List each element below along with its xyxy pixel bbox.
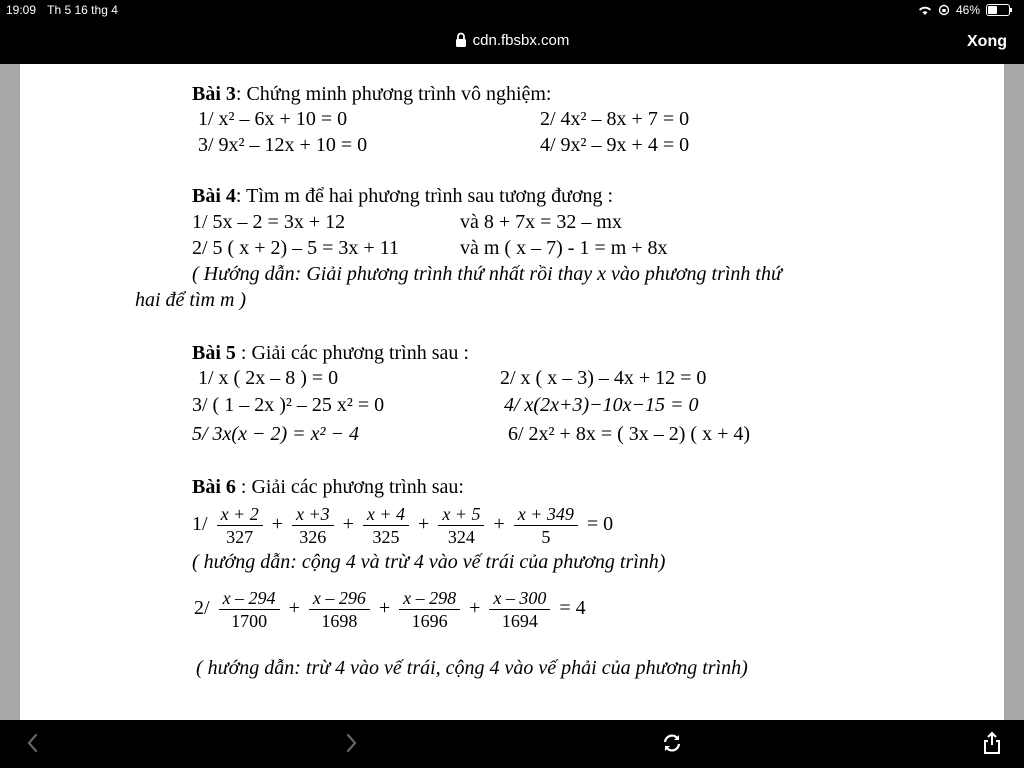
rotation-lock-icon <box>938 4 950 16</box>
battery-percent: 46% <box>955 3 980 17</box>
bai5-eq1: 1/ x ( 2x – 8 ) = 0 <box>198 367 339 389</box>
fraction: $\frac{x +3}{326}$ <box>292 503 334 548</box>
bai6-hint2: ( hướng dẫn: trừ 4 vào vế trái, cộng 4 vào vế phải của phương trình) <box>196 657 748 679</box>
fraction: $\frac{x + 2}{327}$ <box>217 503 263 548</box>
status-bar <box>0 0 1024 22</box>
fraction: $\frac{x + 5}{324}$ <box>438 503 484 548</box>
wifi-icon <box>918 5 932 16</box>
bai6-eq1: 1/ $\frac{x + 2}{327}$ + $\frac{x +3}{326}$ + $\frac{x + 4}{325}$ + $\frac{x + 5}{324}$ + $\frac{x + 349}{5}$ = 0 <box>192 503 614 547</box>
bai6-heading: Bài 6 : Giải các phương trình sau: <box>192 476 464 498</box>
bai3-eq3: 3/ 9x² – 12x + 10 = 0 <box>198 134 368 156</box>
bai4-hint-line1: ( Hướng dẫn: Giải phương trình thứ nhất rồi thay x vào phương trình thứ <box>192 263 782 285</box>
bai5-eq6: 6/ 2x² + 8x = ( 3x – 2) ( x + 4) <box>508 423 751 445</box>
bai5-eq2: 2/ x ( x – 3) – 4x + 12 = 0 <box>500 367 707 389</box>
lock-icon <box>455 32 467 47</box>
bai4-row1-right: và 8 + 7x = 32 – mx <box>460 211 622 233</box>
bai6-eq2: 2/ $\frac{x - 294}{1700}$ + $\frac{x - 296}{1698}$ + $\frac{x - 298}{1696}$ + $\frac{x - 300}{1694}$ = 4 <box>194 587 586 631</box>
fraction: $\frac{x - 300}{1694}$ <box>489 587 550 632</box>
fraction: $\frac{x - 298}{1696}$ <box>399 587 460 632</box>
bai5-eq3: 3/ ( 1 – 2x )² – 25 x² = 0 <box>192 394 385 416</box>
bai3-heading: Bài 3: Chứng minh phương trình vô nghiệm: <box>192 83 552 105</box>
bai4-heading: Bài 4: Tìm m để hai phương trình sau tương đương : <box>192 185 614 207</box>
bai4-row2-right: và m ( x – 7) - 1 = m + 8x <box>460 237 668 259</box>
fraction: $\frac{x - 296}{1698}$ <box>309 587 370 632</box>
reload-icon[interactable] <box>661 730 683 756</box>
bai4-row1-left: 1/ 5x – 2 = 3x + 12 <box>192 211 346 233</box>
bai5-eq4: 4/ x(2x+3)−10x−15 = 0 <box>504 394 699 416</box>
battery-icon <box>986 4 1010 16</box>
done-button[interactable]: Xong <box>967 33 1007 50</box>
url-text[interactable]: cdn.fbsbx.com <box>472 32 570 49</box>
bai3-eq1: 1/ x² – 6x + 10 = 0 <box>198 108 348 130</box>
bai5-eq5: 5/ 3x(x − 2) = x² − 4 <box>192 423 359 445</box>
bai3-eq4: 4/ 9x² – 9x + 4 = 0 <box>540 134 690 156</box>
browser-toolbar <box>0 720 1024 768</box>
document-viewer[interactable] <box>0 64 1024 720</box>
bai6-hint1: ( hướng dẫn: cộng 4 và trừ 4 vào vế trái của phương trình) <box>192 551 666 573</box>
fraction: $\frac{x + 349}{5}$ <box>514 503 578 548</box>
bai6-eq2-label: 2/ <box>194 597 210 619</box>
bai6-eq1-rhs: = 0 <box>586 513 614 535</box>
bai6-eq1-label: 1/ <box>192 513 208 535</box>
bai4-row2-left: 2/ 5 ( x + 2) – 5 = 3x + 11 <box>192 237 399 259</box>
back-icon[interactable] <box>24 730 40 756</box>
browser-address-bar[interactable] <box>0 22 1024 64</box>
share-icon[interactable] <box>981 730 1003 756</box>
document-page <box>20 64 1004 720</box>
bai4-hint-line2: hai để tìm m ) <box>135 289 247 311</box>
fraction: $\frac{x - 294}{1700}$ <box>219 587 280 632</box>
fraction: $\frac{x + 4}{325}$ <box>363 503 409 548</box>
bai5-heading: Bài 5 : Giải các phương trình sau : <box>192 342 469 364</box>
status-date: Th 5 16 thg 4 <box>47 3 118 17</box>
bai3-eq2: 2/ 4x² – 8x + 7 = 0 <box>540 108 690 130</box>
status-time: 19:09 <box>6 3 37 17</box>
forward-icon[interactable] <box>344 730 360 756</box>
bai6-eq2-rhs: = 4 <box>559 597 586 619</box>
